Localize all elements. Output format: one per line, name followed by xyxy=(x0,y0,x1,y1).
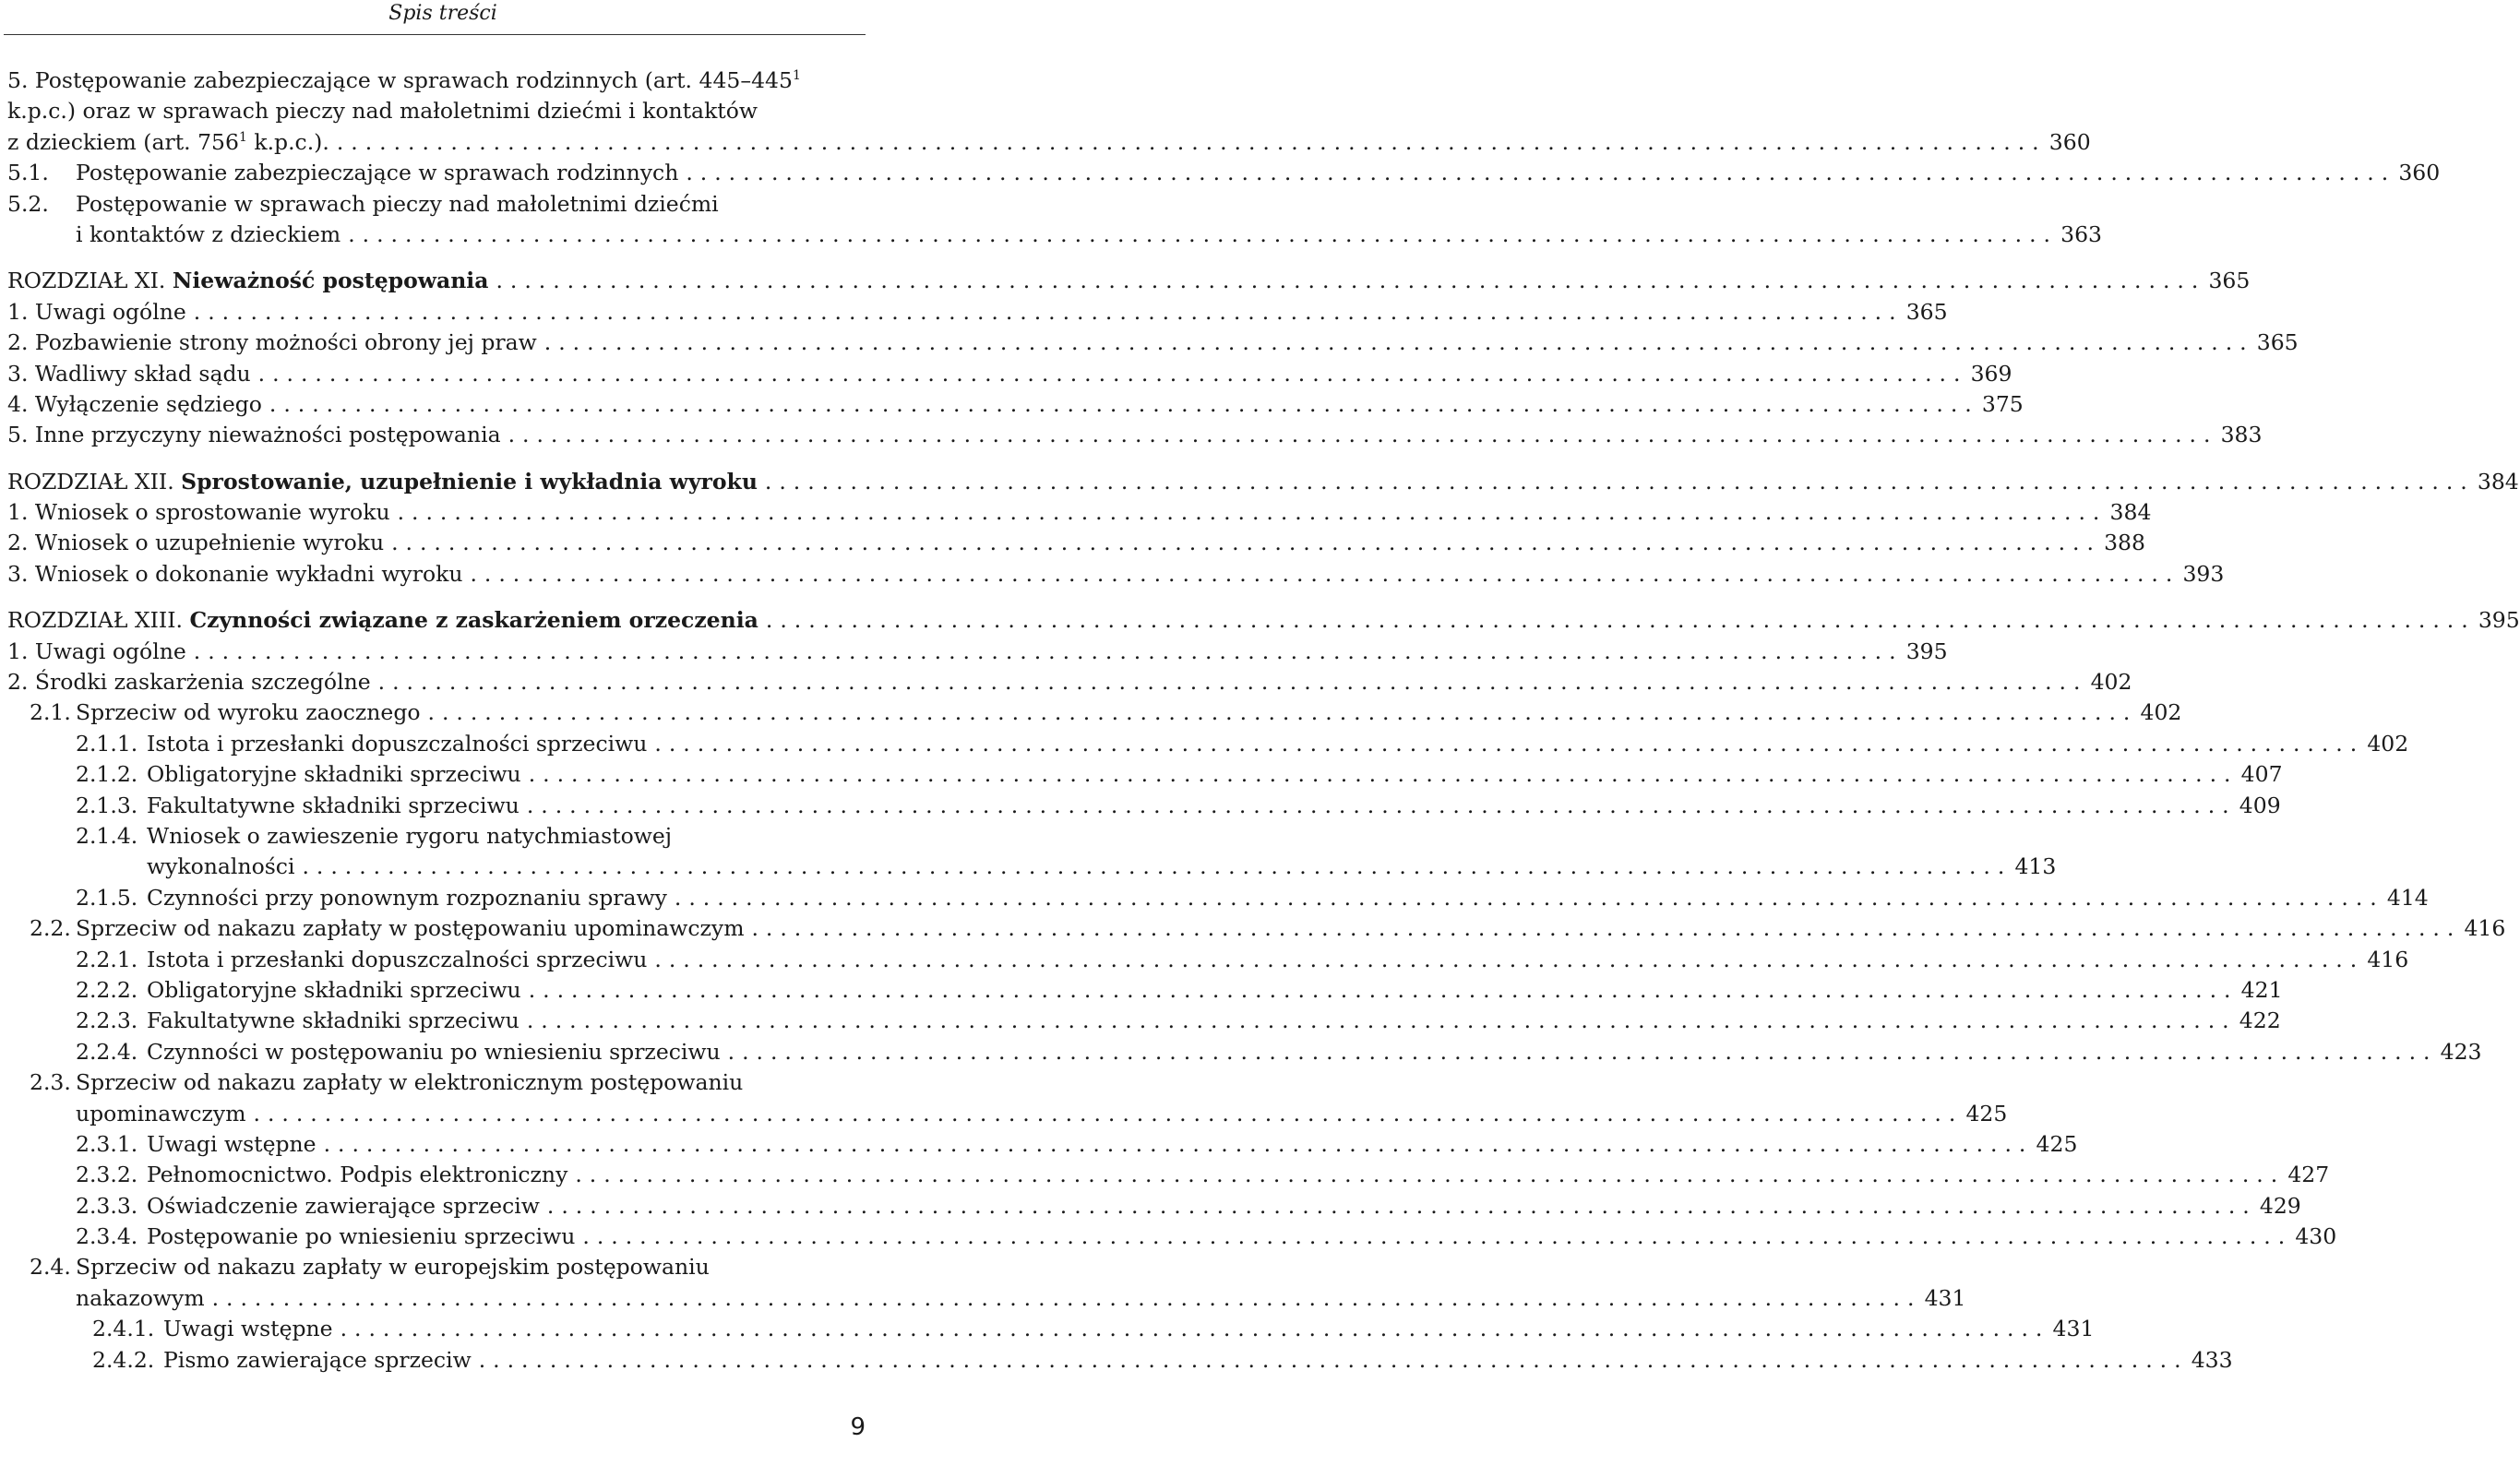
entry-title-line: nakazowym xyxy=(76,1284,205,1311)
toc-entry xyxy=(7,791,2281,821)
entry-number: 2.1.2. xyxy=(76,761,138,788)
toc-entry-continued xyxy=(7,821,866,852)
page-ref: 384 xyxy=(2109,499,2152,526)
toc-row xyxy=(7,852,2057,882)
page-ref: 395 xyxy=(1905,638,1948,664)
dot-leader xyxy=(520,1006,2229,1036)
page-ref: 422 xyxy=(2239,1007,2281,1034)
page-ref: 413 xyxy=(2014,853,2057,880)
toc-entry-text xyxy=(7,528,384,558)
toc-row xyxy=(7,1283,1966,1314)
dot-leader xyxy=(721,1037,2430,1067)
page-ref: 423 xyxy=(2440,1038,2482,1065)
page-ref: 416 xyxy=(2367,946,2409,972)
page-ref: 421 xyxy=(2240,976,2283,1003)
dot-leader xyxy=(540,1191,2250,1222)
toc-section-chapter-12 xyxy=(7,467,2519,590)
toc-row xyxy=(7,1191,2301,1222)
dot-leader xyxy=(246,1099,1956,1129)
entry-title-line: i kontaktów z dzieckiem xyxy=(76,221,341,247)
toc-entry-text xyxy=(7,667,371,697)
toc-entry xyxy=(7,637,1948,667)
entry-number: 2.4. xyxy=(30,1254,71,1281)
toc-entry-text xyxy=(30,913,744,944)
toc-row xyxy=(7,1345,2233,1376)
toc-row xyxy=(7,791,2281,821)
entry-number: 2.4.1. xyxy=(92,1316,155,1342)
toc-entry xyxy=(7,697,2182,728)
page-ref: 363 xyxy=(2060,221,2103,247)
entry-title-line: Uwagi wstępne xyxy=(147,1130,316,1157)
entry-title-line: k.p.c.) oraz w sprawach pieczy nad małoletnimi dziećmi i kontaktów xyxy=(7,98,758,125)
chapter-title: Czynności związane z zaskarżeniem orzeczenia xyxy=(189,607,758,634)
entry-title-line: Uwagi wstępne xyxy=(163,1316,333,1342)
entry-title-line: Obligatoryjne składniki sprzeciwu xyxy=(147,761,521,788)
dot-leader xyxy=(251,359,1961,389)
chapter-title: Sprostowanie, uzupełnienie i wykładnia wyroku xyxy=(181,468,758,495)
page-ref: 431 xyxy=(1924,1284,1966,1311)
toc-entry-text xyxy=(92,1345,472,1376)
page-ref: 365 xyxy=(2208,268,2251,294)
page-ref: 402 xyxy=(2090,669,2132,696)
dot-leader xyxy=(329,127,2039,158)
toc-entry xyxy=(7,913,2506,944)
toc-row xyxy=(7,1006,2281,1036)
entry-number: 2.3. xyxy=(30,1069,71,1096)
toc-row xyxy=(7,1160,2330,1190)
dot-leader xyxy=(488,266,2198,296)
page-ref: 393 xyxy=(2182,560,2225,587)
toc-entry-text xyxy=(7,96,758,126)
toc-entry-text xyxy=(76,220,340,250)
page-ref: 383 xyxy=(2220,422,2263,448)
chapter-label: ROZDZIAŁ XII. xyxy=(7,468,174,495)
toc-entry xyxy=(7,852,2057,882)
toc-entry-text xyxy=(30,1252,710,1282)
entry-title-line: 5. Inne przyczyny nieważności postępowania xyxy=(7,422,501,448)
toc-entry xyxy=(7,297,1948,328)
toc-entry-text xyxy=(7,497,390,528)
toc-entry-text xyxy=(76,1099,246,1129)
dot-leader xyxy=(205,1283,1915,1314)
entry-number: 2.3.3. xyxy=(76,1192,138,1219)
toc-row xyxy=(7,1252,866,1282)
entry-title-line: wykonalności xyxy=(147,853,295,880)
entry-title-line: 2. Środki zaskarżenia szczególne xyxy=(7,669,371,696)
page-ref: 407 xyxy=(2240,761,2283,788)
toc-row xyxy=(7,1067,866,1098)
entry-title-line: 1. Wniosek o sprostowanie wyroku xyxy=(7,499,390,526)
toc-entry xyxy=(7,1037,2482,1067)
toc-entry-text xyxy=(7,605,758,636)
toc-entry xyxy=(7,667,2132,697)
dot-leader xyxy=(262,389,1972,420)
toc-entry-text xyxy=(7,66,801,96)
entry-title-line: Pełnomocnictwo. Podpis elektroniczny xyxy=(147,1162,568,1188)
toc-entry-text xyxy=(76,1006,520,1036)
entry-title-line: Postępowanie w sprawach pieczy nad małoletnimi dziećmi xyxy=(76,190,719,217)
toc-row xyxy=(7,697,2182,728)
table-of-contents xyxy=(7,66,2520,1391)
toc-entry-text xyxy=(76,821,672,852)
toc-entry-text xyxy=(76,1191,540,1222)
page-ref: 430 xyxy=(2295,1223,2337,1250)
entry-number: 2.1.3. xyxy=(76,792,138,818)
toc-entry xyxy=(7,1222,2337,1252)
dot-leader xyxy=(333,1314,2043,1344)
toc-entry-text xyxy=(76,945,647,975)
toc-row xyxy=(7,913,2506,944)
dot-leader xyxy=(501,420,2211,450)
entry-number: 2.1.5. xyxy=(76,884,138,911)
toc-row xyxy=(7,420,2263,450)
page-ref: 395 xyxy=(2478,607,2520,634)
toc-entry-text xyxy=(76,729,647,759)
toc-entry xyxy=(7,389,2024,420)
entry-number: 2.2.4. xyxy=(76,1038,138,1065)
chapter-label: ROZDZIAŁ XI. xyxy=(7,268,166,294)
entry-title-line: z dzieckiem (art. 756 xyxy=(7,128,239,155)
entry-number: 2.3.1. xyxy=(76,1130,138,1157)
dot-leader xyxy=(186,637,1896,667)
entry-number: 2.4.2. xyxy=(92,1346,155,1373)
dot-leader xyxy=(567,1160,2277,1190)
toc-row xyxy=(7,158,2441,188)
toc-row xyxy=(7,1314,2095,1344)
page-ref: 402 xyxy=(2367,730,2409,757)
entry-number: 2.2.1. xyxy=(76,946,138,972)
entry-title-line: Sprzeciw od nakazu zapłaty w postępowaniu upominawczym xyxy=(76,915,745,942)
page-number: 9 xyxy=(850,1413,866,1441)
page-ref: 409 xyxy=(2239,792,2281,818)
entry-title-line: Wniosek o zawieszenie rygoru natychmiastowej xyxy=(147,822,673,849)
toc-row xyxy=(7,759,2283,790)
toc-row xyxy=(7,729,2409,759)
toc-chapter-entry xyxy=(7,467,2519,497)
toc-entry xyxy=(7,220,2103,250)
toc-section-s5-block xyxy=(7,66,2441,250)
toc-entry-text xyxy=(7,297,186,328)
toc-entry xyxy=(7,1345,2233,1376)
toc-row xyxy=(7,605,2520,636)
toc-entry xyxy=(7,729,2409,759)
toc-row xyxy=(7,945,2409,975)
toc-row xyxy=(7,266,2251,296)
entry-number: 2.3.2. xyxy=(76,1162,138,1188)
toc-section-chapter-13 xyxy=(7,605,2520,1376)
toc-row xyxy=(7,359,2012,389)
dot-leader xyxy=(520,791,2229,821)
dot-leader xyxy=(575,1222,2285,1252)
page-ref: 365 xyxy=(2256,329,2299,356)
dot-leader xyxy=(186,297,1896,328)
toc-row xyxy=(7,1037,2482,1067)
toc-row xyxy=(7,66,866,96)
toc-entry-text xyxy=(92,1314,333,1344)
dot-leader xyxy=(316,1129,2026,1160)
toc-entry xyxy=(7,127,2091,158)
entry-title-line: Sprzeciw od wyroku zaocznego xyxy=(76,699,421,726)
toc-row xyxy=(7,297,1948,328)
page-ref: 433 xyxy=(2191,1346,2233,1373)
toc-entry-text xyxy=(7,637,186,667)
toc-entry xyxy=(7,1283,1966,1314)
entry-title-line: 3. Wadliwy skład sądu xyxy=(7,360,251,387)
toc-row xyxy=(7,1222,2337,1252)
toc-entry xyxy=(7,328,2299,358)
toc-entry xyxy=(7,945,2409,975)
toc-entry-text xyxy=(30,697,421,728)
entry-title-line: Sprzeciw od nakazu zapłaty w elektronicznym postępowaniu xyxy=(76,1069,744,1096)
toc-entry xyxy=(7,1006,2281,1036)
entry-title-line: upominawczym xyxy=(76,1100,246,1126)
dot-leader xyxy=(390,497,2100,528)
page-ref: 360 xyxy=(2398,160,2441,186)
toc-entry-text xyxy=(76,791,520,821)
entry-number: 2.1.4. xyxy=(76,822,138,849)
toc-entry xyxy=(7,420,2263,450)
toc-entry-text xyxy=(7,359,251,389)
toc-entry xyxy=(7,759,2283,790)
dot-leader xyxy=(462,559,2172,590)
entry-title-line: Istota i przesłanki dopuszczalności sprzeciwu xyxy=(147,730,648,757)
dot-leader xyxy=(758,605,2468,636)
entry-title-line: Postępowanie po wniesieniu sprzeciwu xyxy=(147,1223,576,1250)
dot-leader xyxy=(521,975,2231,1006)
dot-leader xyxy=(758,467,2467,497)
toc-entry-text xyxy=(7,420,501,450)
toc-entry xyxy=(7,1129,2078,1160)
toc-row xyxy=(7,220,2103,250)
dot-leader xyxy=(472,1345,2181,1376)
toc-entry-text xyxy=(76,1222,575,1252)
running-head: Spis treści xyxy=(388,2,497,25)
entry-number: 2.3.4. xyxy=(76,1223,138,1250)
entry-title-line: Obligatoryjne składniki sprzeciwu xyxy=(147,976,521,1003)
toc-entry-text xyxy=(76,883,667,913)
toc-entry xyxy=(7,883,2429,913)
dot-leader xyxy=(421,697,2131,728)
toc-row xyxy=(7,1099,2008,1129)
toc-entry xyxy=(7,975,2283,1006)
toc-row xyxy=(7,389,2024,420)
toc-row xyxy=(7,667,2132,697)
chapter-label: ROZDZIAŁ XIII. xyxy=(7,607,183,634)
superscript: 1 xyxy=(238,129,247,145)
page-ref: 365 xyxy=(1905,298,1948,325)
dot-leader xyxy=(667,883,2377,913)
toc-row xyxy=(7,127,2091,158)
entry-number: 2.2.3. xyxy=(76,1007,138,1034)
chapter-title: Nieważność postępowania xyxy=(172,268,489,294)
entry-title-line: Czynności przy ponownym rozpoznaniu sprawy xyxy=(147,884,667,911)
toc-entry xyxy=(7,497,2152,528)
page-ref: 414 xyxy=(2386,884,2429,911)
toc-entry-text xyxy=(76,1037,721,1067)
toc-entry-text xyxy=(76,1129,316,1160)
entry-number: 2.2. xyxy=(30,915,71,942)
toc-entry-text xyxy=(76,759,521,790)
toc-entry xyxy=(7,559,2225,590)
toc-row xyxy=(7,467,2519,497)
entry-title-line: Postępowanie zabezpieczające w sprawach rodzinnych xyxy=(76,160,679,186)
toc-row xyxy=(7,821,866,852)
toc-entry-text xyxy=(7,467,758,497)
dot-leader xyxy=(647,945,2357,975)
entry-title-line: Fakultatywne składniki sprzeciwu xyxy=(147,792,520,818)
superscript: 1 xyxy=(792,68,801,84)
entry-title-line: 3. Wniosek o dokonanie wykładni wyroku xyxy=(7,560,463,587)
toc-entry-text xyxy=(7,389,262,420)
entry-title-line: 4. Wyłączenie sędziego xyxy=(7,390,262,417)
page-ref: 375 xyxy=(1981,390,2024,417)
dot-leader xyxy=(678,158,2388,188)
entry-number: 5.1. xyxy=(7,160,49,186)
page-ref: 416 xyxy=(2464,915,2506,942)
toc-entry-text xyxy=(76,975,521,1006)
header-rule xyxy=(4,34,866,35)
toc-row xyxy=(7,497,2152,528)
dot-leader xyxy=(340,220,2050,250)
dot-leader xyxy=(537,328,2247,358)
entry-title-line: Istota i przesłanki dopuszczalności sprzeciwu xyxy=(147,946,648,972)
toc-row xyxy=(7,883,2429,913)
toc-row xyxy=(7,1129,2078,1160)
toc-entry-text xyxy=(7,158,678,188)
page-ref: 369 xyxy=(1970,360,2012,387)
toc-row xyxy=(7,96,866,126)
entry-title-line: 2. Wniosek o uzupełnienie wyroku xyxy=(7,530,385,556)
toc-entry-continued xyxy=(7,66,866,96)
toc-section-chapter-11 xyxy=(7,266,2299,450)
entry-title-line: Fakultatywne składniki sprzeciwu xyxy=(147,1007,520,1034)
page-ref: 427 xyxy=(2287,1162,2330,1188)
toc-entry-text xyxy=(7,559,462,590)
dot-leader xyxy=(744,913,2454,944)
entry-title-line: Oświadczenie zawierające sprzeciw xyxy=(147,1192,540,1219)
page-ref: 360 xyxy=(2048,128,2091,155)
page-ref: 388 xyxy=(2104,530,2145,556)
toc-row xyxy=(7,528,2145,558)
entry-number: 2.1.1. xyxy=(76,730,138,757)
toc-entry xyxy=(7,1099,2008,1129)
page-ref: 402 xyxy=(2140,699,2182,726)
toc-entry xyxy=(7,1191,2301,1222)
toc-entry-text xyxy=(76,1160,567,1190)
toc-row xyxy=(7,189,866,220)
toc-entry-text xyxy=(76,1283,205,1314)
dot-leader xyxy=(521,759,2231,790)
toc-entry-text xyxy=(30,1067,743,1098)
toc-entry xyxy=(7,1160,2330,1190)
toc-entry xyxy=(7,1314,2095,1344)
entry-title-line: 1. Uwagi ogólne xyxy=(7,638,186,664)
entry-title-tail: k.p.c.). xyxy=(246,128,329,155)
page-ref: 425 xyxy=(1965,1100,2008,1126)
toc-entry-continued xyxy=(7,189,866,220)
toc-entry-text xyxy=(7,328,537,358)
toc-chapter-entry xyxy=(7,605,2520,636)
toc-entry xyxy=(7,158,2441,188)
toc-entry-text xyxy=(7,266,488,296)
toc-entry-continued xyxy=(7,96,866,126)
toc-row xyxy=(7,637,1948,667)
toc-entry-continued xyxy=(7,1067,866,1098)
dot-leader xyxy=(384,528,2094,558)
page-ref: 431 xyxy=(2052,1316,2095,1342)
toc-entry-text xyxy=(147,852,294,882)
page-ref: 425 xyxy=(2036,1130,2078,1157)
toc-chapter-entry xyxy=(7,266,2251,296)
page-ref: 384 xyxy=(2477,468,2519,495)
toc-entry-text xyxy=(7,127,329,158)
entry-title-line: Czynności w postępowaniu po wniesieniu sprzeciwu xyxy=(147,1038,721,1065)
entry-title-line: 2. Pozbawienie strony możności obrony jej praw xyxy=(7,329,537,356)
dot-leader xyxy=(294,852,2004,882)
entry-title-line: 1. Uwagi ogólne xyxy=(7,298,186,325)
toc-row xyxy=(7,559,2225,590)
dot-leader xyxy=(647,729,2357,759)
entry-number: 2.2.2. xyxy=(76,976,138,1003)
toc-entry xyxy=(7,528,2145,558)
page-ref: 429 xyxy=(2259,1192,2301,1219)
entry-title-line: Pismo zawierające sprzeciw xyxy=(163,1346,472,1373)
entry-title-line: 5. Postępowanie zabezpieczające w sprawach rodzinnych (art. 445–445 xyxy=(7,67,793,93)
entry-number: 2.1. xyxy=(30,699,71,726)
dot-leader xyxy=(371,667,2081,697)
entry-number: 5.2. xyxy=(7,190,49,217)
toc-row xyxy=(7,328,2299,358)
toc-row xyxy=(7,975,2283,1006)
entry-title-line: Sprzeciw od nakazu zapłaty w europejskim postępowaniu xyxy=(76,1254,710,1281)
toc-entry xyxy=(7,359,2012,389)
toc-entry-text xyxy=(7,189,719,220)
toc-entry-continued xyxy=(7,1252,866,1282)
